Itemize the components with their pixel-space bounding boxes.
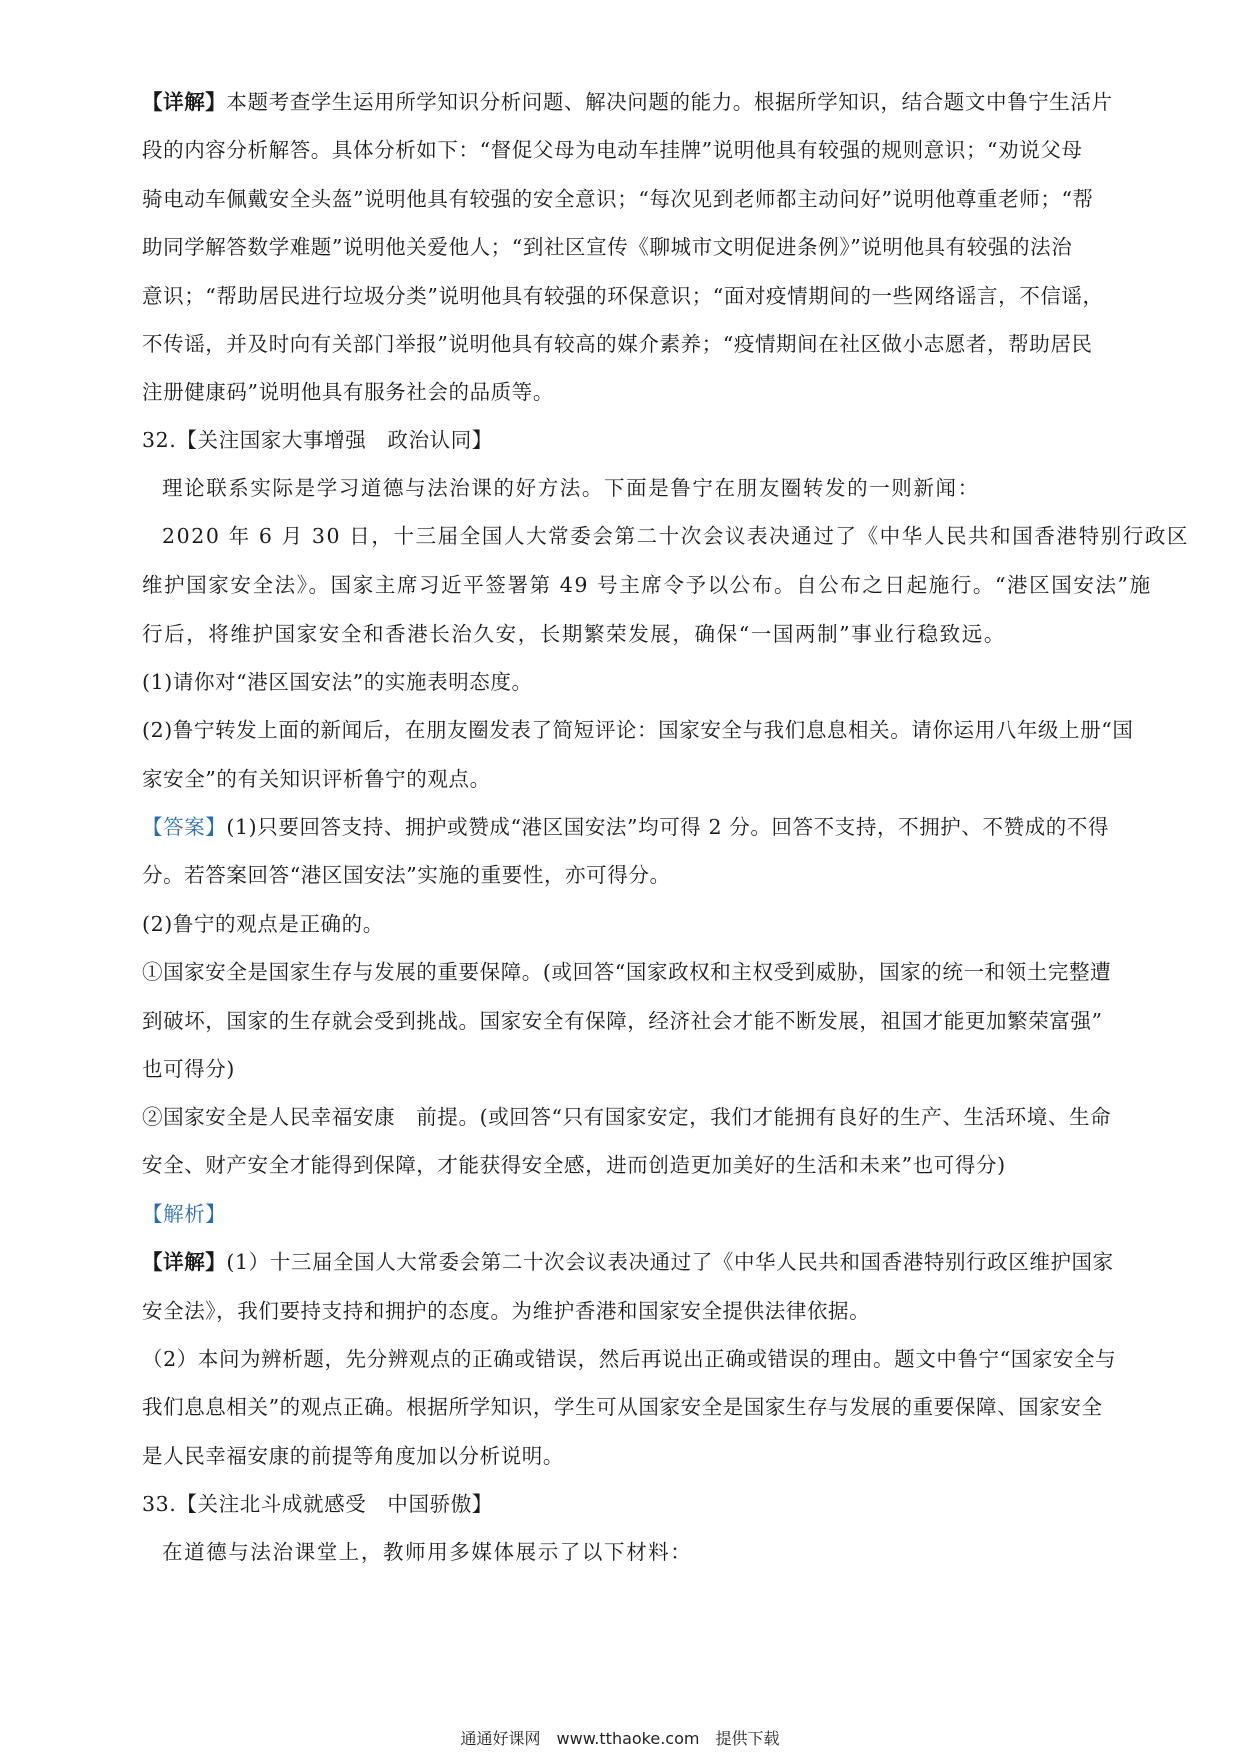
text-segment: （2）本问为辨析题，先分辨观点的正确或错误，然后再说出正确或错误的理由。题文中鲁宁“国家安全与 <box>142 1347 1117 1371</box>
text-segment: 32.【关注国家大事增强 政治认同】 <box>142 428 493 452</box>
text-segment: (2)鲁宁转发上面的新闻后，在朋友圈发表了简短评论：国家安全与我们息息相关。请你运用八年级上册“国 <box>142 718 1134 742</box>
text-line <box>142 1439 1132 1469</box>
text-line <box>142 955 1132 985</box>
text-segment: 不传谣，并及时向有关部门举报”说明他具有较高的媒介素养；“疫情期间在社区做小志愿者，帮助居民 <box>142 332 1093 356</box>
text-segment: 33.【关注北斗成就感受 中国骄傲】 <box>142 1492 493 1516</box>
text-segment: (2)鲁宁的观点是正确的。 <box>142 912 384 936</box>
text-line <box>142 1390 1132 1420</box>
text-segment: 我们息息相关”的观点正确。根据所学知识，学生可从国家安全是国家生存与发展的重要保障、国家安全 <box>142 1395 1103 1419</box>
text-line <box>142 182 1132 212</box>
text-segment: 理论联系实际是学习道德与法治课的好方法。下面是鲁宁在朋友圈转发的一则新闻： <box>162 476 980 500</box>
text-line <box>142 713 1132 743</box>
text-segment: (1)请你对“港区国安法”的实施表明态度。 <box>142 670 533 694</box>
text-line <box>142 1004 1132 1034</box>
text-segment: 到破坏，国家的生存就会受到挑战。国家安全有保障，经济社会才能不断发展，祖国才能更加繁荣富强” <box>142 1009 1103 1033</box>
text-line <box>142 907 1132 937</box>
text-line <box>142 230 1132 260</box>
text-segment: 骑电动车佩戴安全头盔”说明他具有较强的安全意识；“每次见到老师都主动问好”说明他尊重老师；“帮 <box>142 187 1094 211</box>
text-line <box>142 617 1132 647</box>
text-line <box>142 810 1132 840</box>
text-segment: 意识；“帮助居民进行垃圾分类”说明他具有较强的环保意识；“面对疫情期间的一些网络谣言，不信谣， <box>142 284 1104 308</box>
text-segment: 也可得分) <box>142 1057 235 1081</box>
text-line <box>142 1052 1132 1082</box>
text-line <box>142 327 1132 357</box>
text-segment: 在道德与法治课堂上，教师用多媒体展示了以下材料： <box>162 1540 693 1564</box>
text-segment: 段的内容分析解答。具体分析如下：“督促父母为电动车挂牌”说明他具有较强的规则意识；“劝说父母 <box>142 138 1083 162</box>
text-segment: ②国家安全是人民幸福安康 前提。(或回答“只有国家安定，我们才能拥有良好的生产、生活环境、生命 <box>142 1105 1112 1129</box>
text-line <box>142 1342 1132 1372</box>
text-line <box>142 1487 1132 1517</box>
text-segment: ①国家安全是国家生存与发展的重要保障。(或回答“国家政权和主权受到威胁，国家的统一和领土完整遭 <box>142 960 1112 984</box>
text-segment: 行后，将维护国家安全和香港长治久安，长期繁荣发展，确保“一国两制”事业行稳致远。 <box>142 622 1006 646</box>
text-segment: 维护国家安全法》。国家主席习近平签署第 49 号主席令予以公布。自公布之日起施行。“港区国安法”施 <box>142 573 1152 597</box>
text-line <box>142 858 1132 888</box>
text-segment: 家安全”的有关知识评析鲁宁的观点。 <box>142 767 491 791</box>
text-line <box>142 1100 1132 1130</box>
text-segment: (1）十三届全国人大常委会第二十次会议表决通过了《中华人民共和国香港特别行政区维护国家 <box>226 1250 1114 1274</box>
text-segment: 安全法》，我们要持支持和拥护的态度。为维护香港和国家安全提供法律依据。 <box>142 1299 871 1323</box>
text-line <box>142 1294 1132 1324</box>
text-line <box>142 1148 1132 1178</box>
text-line <box>142 1197 1132 1227</box>
text-line <box>142 423 1132 453</box>
text-segment: 安全、财产安全才能得到保障，才能获得安全感，进而创造更加美好的生活和未来”也可得分) <box>142 1153 1006 1177</box>
text-line <box>162 1535 1152 1565</box>
page-footer: 通通好课网 www.tthaoke.com 提供下载 <box>460 1729 780 1748</box>
text-line <box>162 519 1190 549</box>
text-line <box>162 471 1152 501</box>
text-line <box>142 762 1132 792</box>
text-line <box>142 279 1132 309</box>
text-line <box>142 133 1132 163</box>
text-segment: 助同学解答数学难题”说明他关爱他人；“到社区宣传《聊城市文明促进条例》”说明他具有较强的法治 <box>142 235 1073 259</box>
text-segment: 分。若答案回答“港区国安法”实施的重要性，亦可得分。 <box>142 863 671 887</box>
text-segment: 2020 年 6 月 30 日，十三届全国人大常委会第二十次会议表决通过了《中华人民共和国香港特别行政区 <box>162 524 1190 548</box>
section-tag: 【解析】 <box>142 1202 227 1226</box>
text-segment: 本题考查学生运用所学知识分析问题、解决问题的能力。根据所学知识，结合题文中鲁宁生活片 <box>226 90 1113 114</box>
section-tag: 【详解】 <box>142 90 227 114</box>
text-line <box>142 85 1132 115</box>
text-segment: (1)只要回答支持、拥护或赞成“港区国安法”均可得 2 分。回答不支持，不拥护、不赞成的不得 <box>226 815 1110 839</box>
section-tag: 【详解】 <box>142 1250 227 1274</box>
text-line <box>142 375 1132 405</box>
text-line <box>142 1245 1132 1275</box>
text-line <box>142 665 1132 695</box>
text-segment: 是人民幸福安康的前提等角度加以分析说明。 <box>142 1444 564 1468</box>
text-segment: 注册健康码”说明他具有服务社会的品质等。 <box>142 380 554 404</box>
text-line <box>142 568 1152 598</box>
section-tag: 【答案】 <box>142 815 227 839</box>
